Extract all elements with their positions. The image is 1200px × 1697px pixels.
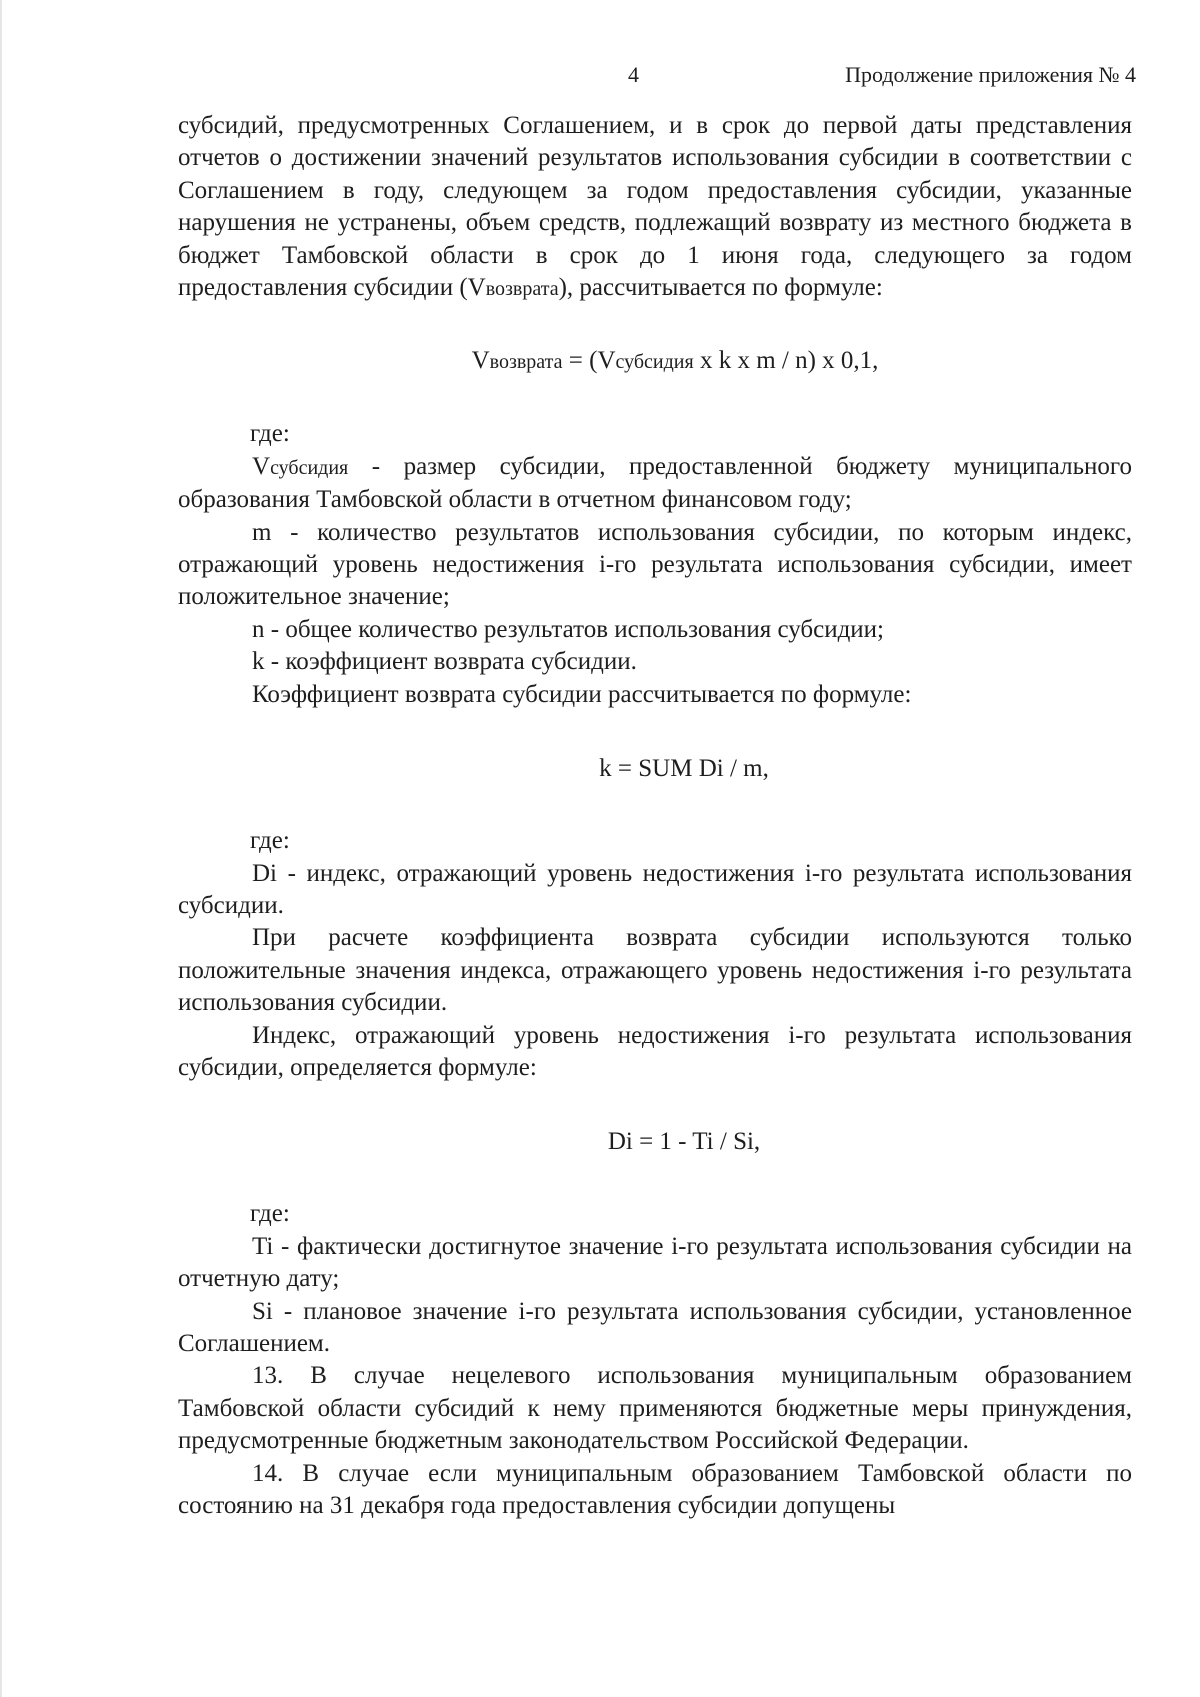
paragraph-index-definition: Индекс, отражающий уровень недостижения i-го результата использования субсидии, определяется формуле: [178, 1021, 1132, 1081]
k-intro: Коэффициент возврата субсидии рассчитывается по формуле: [252, 680, 912, 708]
page-number: 4 [628, 62, 639, 87]
document-body [178, 110, 1132, 1522]
where-label: где: [250, 827, 290, 855]
formula-k: k = SUM Di / m, [599, 755, 769, 783]
where-label: где: [250, 420, 290, 448]
definition-ti: Ti - фактически достигнутое значение i-го результата использования субсидии на отчетную дату; [178, 1232, 1132, 1293]
definition-di: Di - индекс, отражающий уровень недостижения i-го результата использования субсидии. [178, 859, 1132, 919]
definition-m: m - количество результатов использования субсидии, по которым индекс, отражающий уровень недостижения i-го результата использования субсидии, имеет положительное значение; [178, 518, 1132, 611]
paragraph-14: 14. В случае если муниципальным образованием Тамбовской области по состоянию на 31 декабря года предоставления субсидии допущены [178, 1459, 1132, 1519]
definition-si: Si - плановое значение i-го результата использования субсидии, установленное Соглашением. [178, 1297, 1132, 1357]
formula-di: Di = 1 - Ti / Si, [607, 1128, 761, 1156]
formula-return-volume: Vвозврата = (Vсубсидия x k x m / n) x 0,1, [471, 347, 879, 375]
definition-k: k - коэффициент возврата субсидии. [252, 648, 637, 676]
scan-edge [0, 0, 2, 1697]
paragraph-positive-values: При расчете коэффициента возврата субсидии используются только положительные значения индекса, отражающего уровень недостижения i-го результата использования субсидии. [178, 924, 1132, 1017]
paragraph-13: 13. В случае нецелевого использования муниципальным образованием Тамбовской области субсидий к нему применяются бюджетные меры принуждения, предусмотренные бюджетным законодательством Российской Федерации. [178, 1362, 1132, 1455]
paragraph-subsidy-return: субсидий, предусмотренных Соглашением, и в срок до первой даты представления отчетов о достижении значений результатов использования субсидии в соответствии с Соглашением в году, следующем за годом предоставления субсидии, указанные нарушения не устранены, объем средств, подлежащий возврату из местного бюджета в бюджет Тамбовской области в срок до 1 июня года, следующего за годом предоставления субсидии (Vвозврата), рассчитывается по формуле: [178, 112, 1132, 302]
definition-v-subsidy: Vсубсидия - размер субсидии, предоставленной бюджету муниципального образования Тамбовской области в отчетном финансовом году; [178, 452, 1132, 514]
page-header [0, 58, 1200, 92]
appendix-continuation-title: Продолжение приложения № 4 [845, 62, 1136, 87]
where-label: где: [250, 1200, 290, 1228]
definition-n: n - общее количество результатов использования субсидии; [252, 615, 885, 643]
